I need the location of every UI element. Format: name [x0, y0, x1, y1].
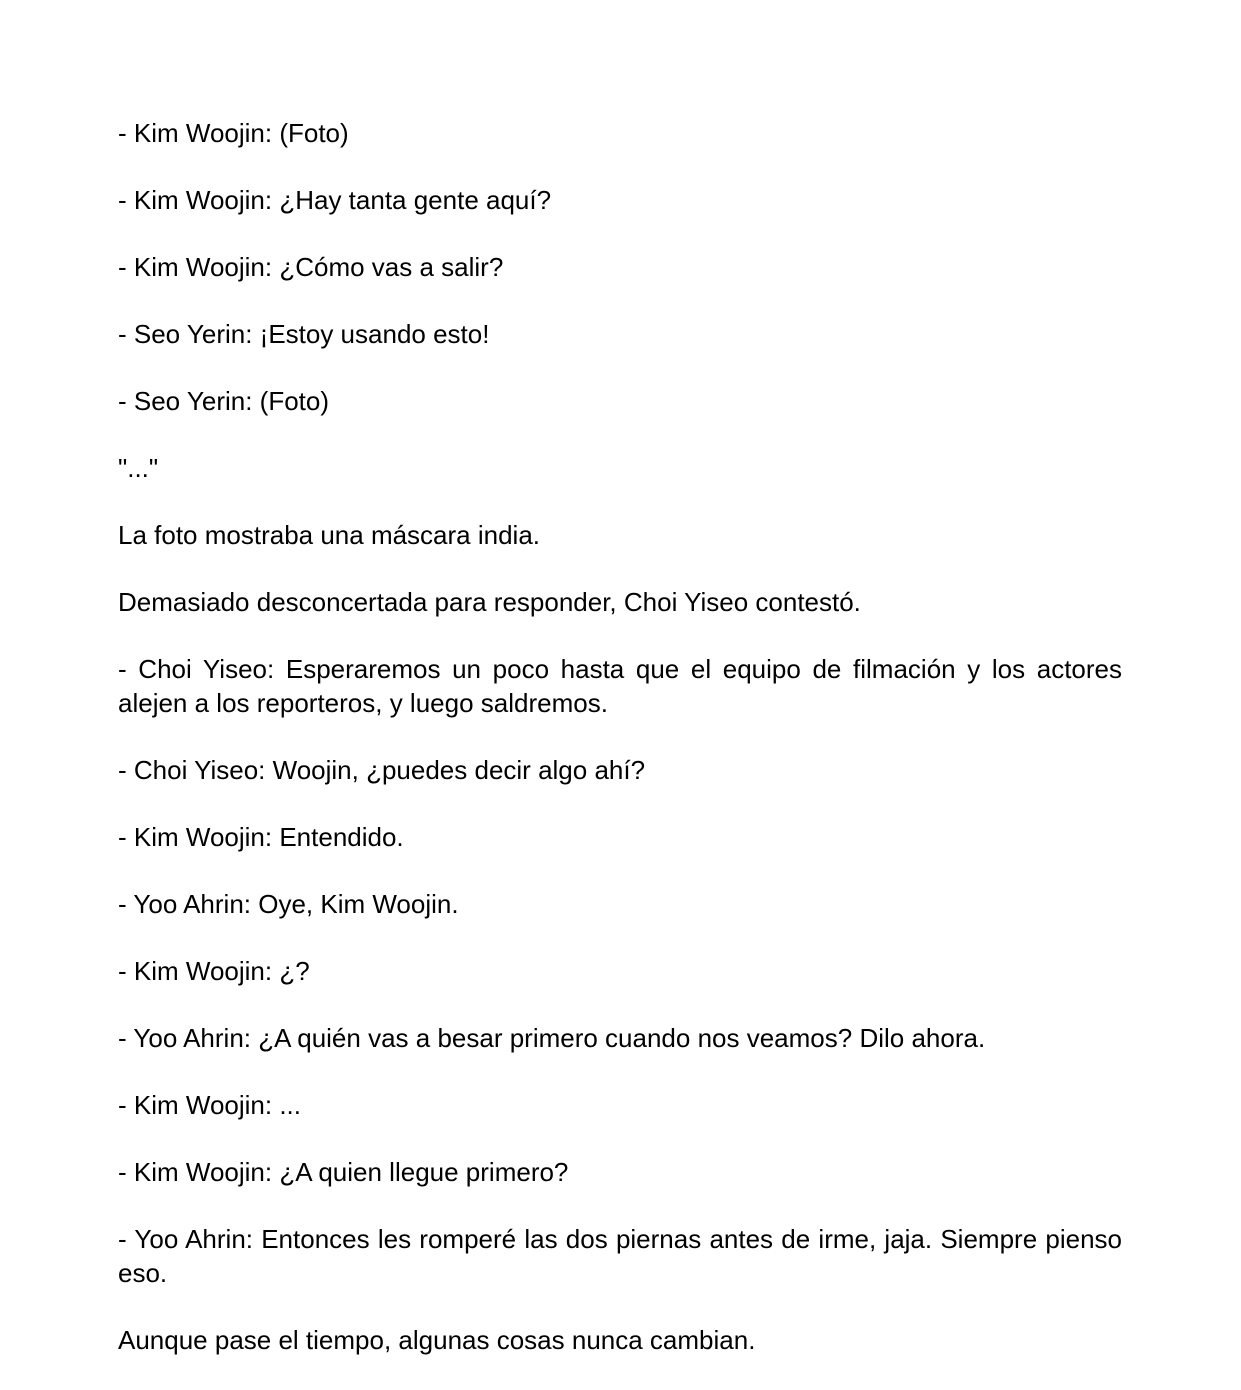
paragraph: - Yoo Ahrin: Entonces les romperé las dos piernas antes de irme, jaja. Siempre pienso eso.	[118, 1224, 1122, 1288]
document-page	[118, 116, 1122, 1390]
paragraph: La foto mostraba una máscara india.	[118, 520, 541, 550]
paragraph: - Kim Woojin: ¿A quien llegue primero?	[118, 1157, 569, 1187]
paragraph: - Seo Yerin: (Foto)	[118, 386, 329, 416]
paragraph: - Kim Woojin: ¿Cómo vas a salir?	[118, 252, 504, 282]
paragraph: - Yoo Ahrin: ¿A quién vas a besar primero cuando nos veamos? Dilo ahora.	[118, 1023, 986, 1053]
paragraph: - Kim Woojin: ...	[118, 1090, 302, 1120]
paragraph: - Kim Woojin: ¿Hay tanta gente aquí?	[118, 185, 552, 215]
paragraph: "..."	[118, 453, 159, 483]
paragraph: - Kim Woojin: ¿?	[118, 956, 310, 986]
paragraph: - Choi Yiseo: Woojin, ¿puedes decir algo ahí?	[118, 755, 646, 785]
paragraph: Demasiado desconcertada para responder, Choi Yiseo contestó.	[118, 587, 861, 617]
paragraph: Aunque pase el tiempo, algunas cosas nunca cambian.	[118, 1325, 756, 1355]
paragraph: - Kim Woojin: (Foto)	[118, 118, 349, 148]
paragraph: - Choi Yiseo: Esperaremos un poco hasta que el equipo de filmación y los actores alejen a los reporteros, y luego saldremos.	[118, 654, 1122, 718]
paragraph: - Yoo Ahrin: Oye, Kim Woojin.	[118, 889, 459, 919]
paragraph: - Seo Yerin: ¡Estoy usando esto!	[118, 319, 490, 349]
paragraph: - Kim Woojin: Entendido.	[118, 822, 404, 852]
